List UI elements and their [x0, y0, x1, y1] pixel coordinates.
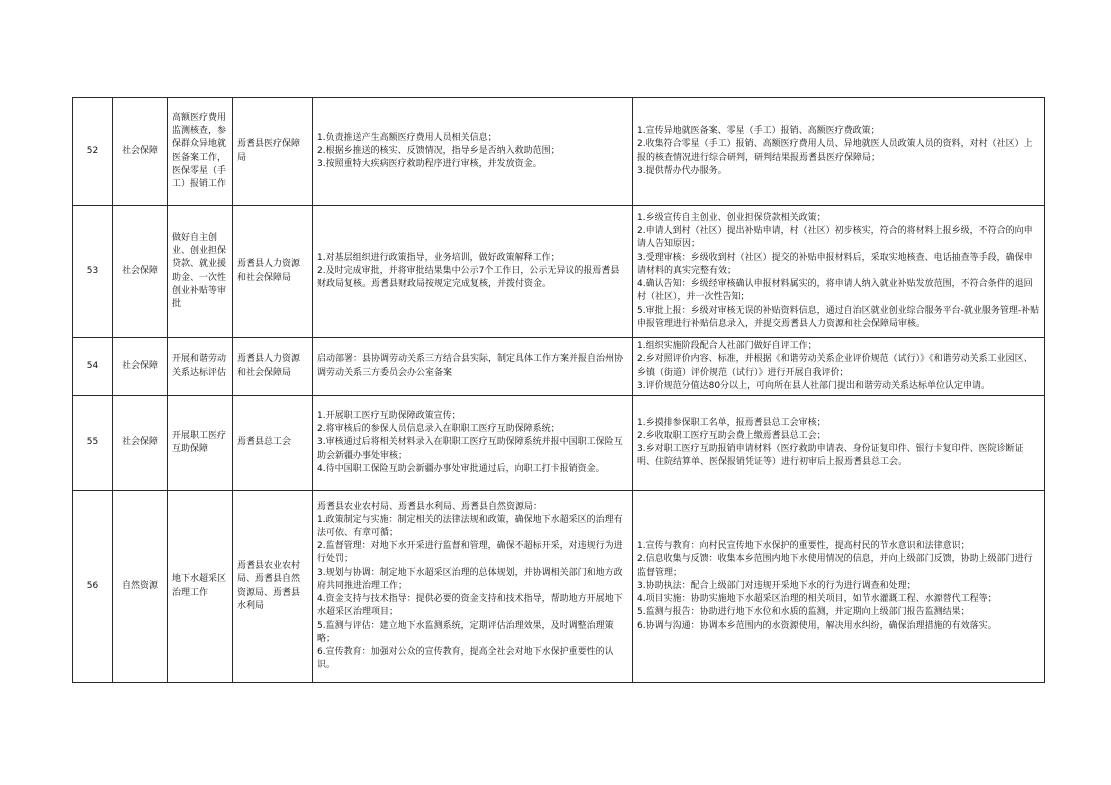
table-row: [73, 206, 1045, 338]
county-duty-cell: [313, 491, 633, 683]
township-duty-cell: [633, 396, 1045, 491]
township-duty-cell: [633, 206, 1045, 338]
township-duty-cell: [633, 98, 1045, 206]
township-duty-text: 1.乡摸排参保职工名单，报焉耆县总工会审核； 2.乡收取职工医疗互助会费上缴焉耆县总工会； 3.乡对职工医疗互助报销申请材料（医疗救助申请表、身份证复印件、银行卡复印件、医院诊断证明、住院结算单、医保报销凭证等）进行初审后上报焉耆县总工会。: [637, 417, 1024, 468]
department-cell: 焉耆县人力资源和社会保障局: [233, 206, 313, 338]
item-cell: 高额医疗费用监测核查，参保群众异地就医备案工作，医保零星（手工）报销工作: [168, 98, 233, 206]
responsibility-table: [72, 97, 1045, 683]
county-duty-cell: [313, 338, 633, 396]
township-duty-text: 1.乡级宣传自主创业、创业担保贷款相关政策； 2.申请人到村（社区）提出补贴申请，村（社区）初步核实，符合的将材料上报乡级，不符合的向申请人告知原因； 3.受理审核：乡级收到村（社区）提交的补贴申报材料后，采取实地核查、电话抽查等手段，确保申请材料的真实完整有效； 4.确认告知：乡级经审核确认申报材料属实的，将申请人纳入就业补贴发放范围，不符合条件的退回村（社区），并一次性告知； 5.审批上报：乡级对审核无误的补贴资料信息，通过自治区就业创业综合服务平台-就业服务管理-补贴申报管理进行补贴信息录入，并提交焉耆县人力资源和社会保障局审核。: [637, 213, 1040, 329]
department-cell: 焉耆县医疗保障局: [233, 98, 313, 206]
row-number: 56: [73, 491, 113, 683]
county-duty-text: 1.负责推送产生高额医疗费用人员相关信息； 2.根据乡推送的核实、反馈情况，指导乡是否纳入救助范围； 3.按照重特大疾病医疗救助程序进行审核，并发放资金。: [317, 132, 560, 170]
department-cell: 焉耆县人力资源和社会保障局: [233, 338, 313, 396]
item-cell: 开展职工医疗互助保障: [168, 396, 233, 491]
table-row: [73, 491, 1045, 683]
township-duty-cell: [633, 338, 1045, 396]
township-duty-text: 1.宣传异地就医备案、零星（手工）报销、高额医疗费政策； 2.收集符合零星（手工）报销、高额医疗费用人员、异地就医人员政策人员的资料，对村（社区）上报的核查情况进行综合研判，研判结果报焉耆县医疗保障局； 3.提供帮办代办服务。: [637, 126, 1033, 176]
row-number: 54: [73, 338, 113, 396]
category-cell: 社会保障: [113, 206, 168, 338]
row-number: 53: [73, 206, 113, 338]
category-cell: 社会保障: [113, 338, 168, 396]
county-duty-cell: [313, 396, 633, 491]
county-duty-text: 焉耆县农业农村局、焉耆县水利局、焉耆县自然资源局： 1.政策制定与实施：制定相关的法律法规和政策，确保地下水超采区的治理有法可依、有章可循； 2.监督管理：对地下水开采进行监督和管理，确保不超标开采，对违规行为进行处罚； 3.规划与协调：制定地下水超采区治理的总体规划，并协调相关部门和地方政府共同推进治理工作； 4.资金支持与技术指导：提供必要的资金支持和技术指导，帮助地方开展地下水超采区治理项目； 5.监测与评估：建立地下水监测系统，定期评估治理效果，及时调整治理策略； 6.宣传教育：加强对公众的宣传教育，提高全社会对地下水保护重要性的认识。: [317, 501, 623, 671]
table-row: [73, 396, 1045, 491]
county-duty-text: 启动部署：县协调劳动关系三方结合县实际，制定具体工作方案并报自治州协调劳动关系三方委员会办公室备案: [317, 354, 624, 378]
township-duty-text: 1.宣传与教育：向村民宣传地下水保护的重要性，提高村民的节水意识和法律意识； 2.信息收集与反馈：收集本乡范围内地下水使用情况的信息，并向上级部门反馈，协助上级部门进行监督管理； 3.协助执法：配合上级部门对违规开采地下水的行为进行调查和处理； 4.项目实施：协助实施地下水超采区治理的相关项目，如节水灌溉工程、水源替代工程等； 5.监测与报告：协助进行地下水位和水质的监测，并定期向上级部门报告监测结果； 6.协调与沟通：协调本乡范围内的水资源使用，解决用水纠纷，确保治理措施的有效落实。: [637, 541, 1033, 631]
township-duty-cell: [633, 491, 1045, 683]
row-number: 55: [73, 396, 113, 491]
township-duty-text: 1.组织实施阶段配合人社部门做好自评工作； 2.乡对照评价内容、标准，并根据《和谐劳动关系企业评价规范（试行）》《和谐劳动关系工业园区、乡镇（街道）评价规范（试行）》进行开展自我评价； 3.评价规范分值达80分以上，可向所在县人社部门提出和谐劳动关系达标单位认定申请。: [637, 341, 1033, 391]
item-cell: 开展和谐劳动关系达标评估: [168, 338, 233, 396]
department-cell: 焉耆县农业农村局、焉耆县自然资源局、焉耆县水利局: [233, 491, 313, 683]
county-duty-cell: [313, 98, 633, 206]
category-cell: 社会保障: [113, 396, 168, 491]
table-row: [73, 338, 1045, 396]
row-number: 52: [73, 98, 113, 206]
county-duty-cell: [313, 206, 633, 338]
county-duty-text: 1.开展职工医疗互助保障政策宣传； 2.将审核后的参保人员信息录入在职职工医疗互助保障系统； 3.审核通过后将相关材料录入在职职工医疗互助保障系统并报中国职工保险互助会新疆办事处审核； 4.待中国职工保险互助会新疆办事处审批通过后，向职工打卡报销资金。: [317, 410, 623, 474]
category-cell: 社会保障: [113, 98, 168, 206]
item-cell: 做好自主创业、创业担保贷款、就业援助金、一次性创业补贴等审批: [168, 206, 233, 338]
category-cell: 自然资源: [113, 491, 168, 683]
table-row: [73, 98, 1045, 206]
department-cell: 焉耆县总工会: [233, 396, 313, 491]
county-duty-text: 1.对基层组织进行政策指导，业务培训，做好政策解释工作； 2.及时完成审批，并将审批结果集中公示7个工作日，公示无异议的报焉耆县财政局复核。焉耆县财政局按规定完成复核，并拨付资金。: [317, 252, 620, 290]
item-cell: 地下水超采区治理工作: [168, 491, 233, 683]
